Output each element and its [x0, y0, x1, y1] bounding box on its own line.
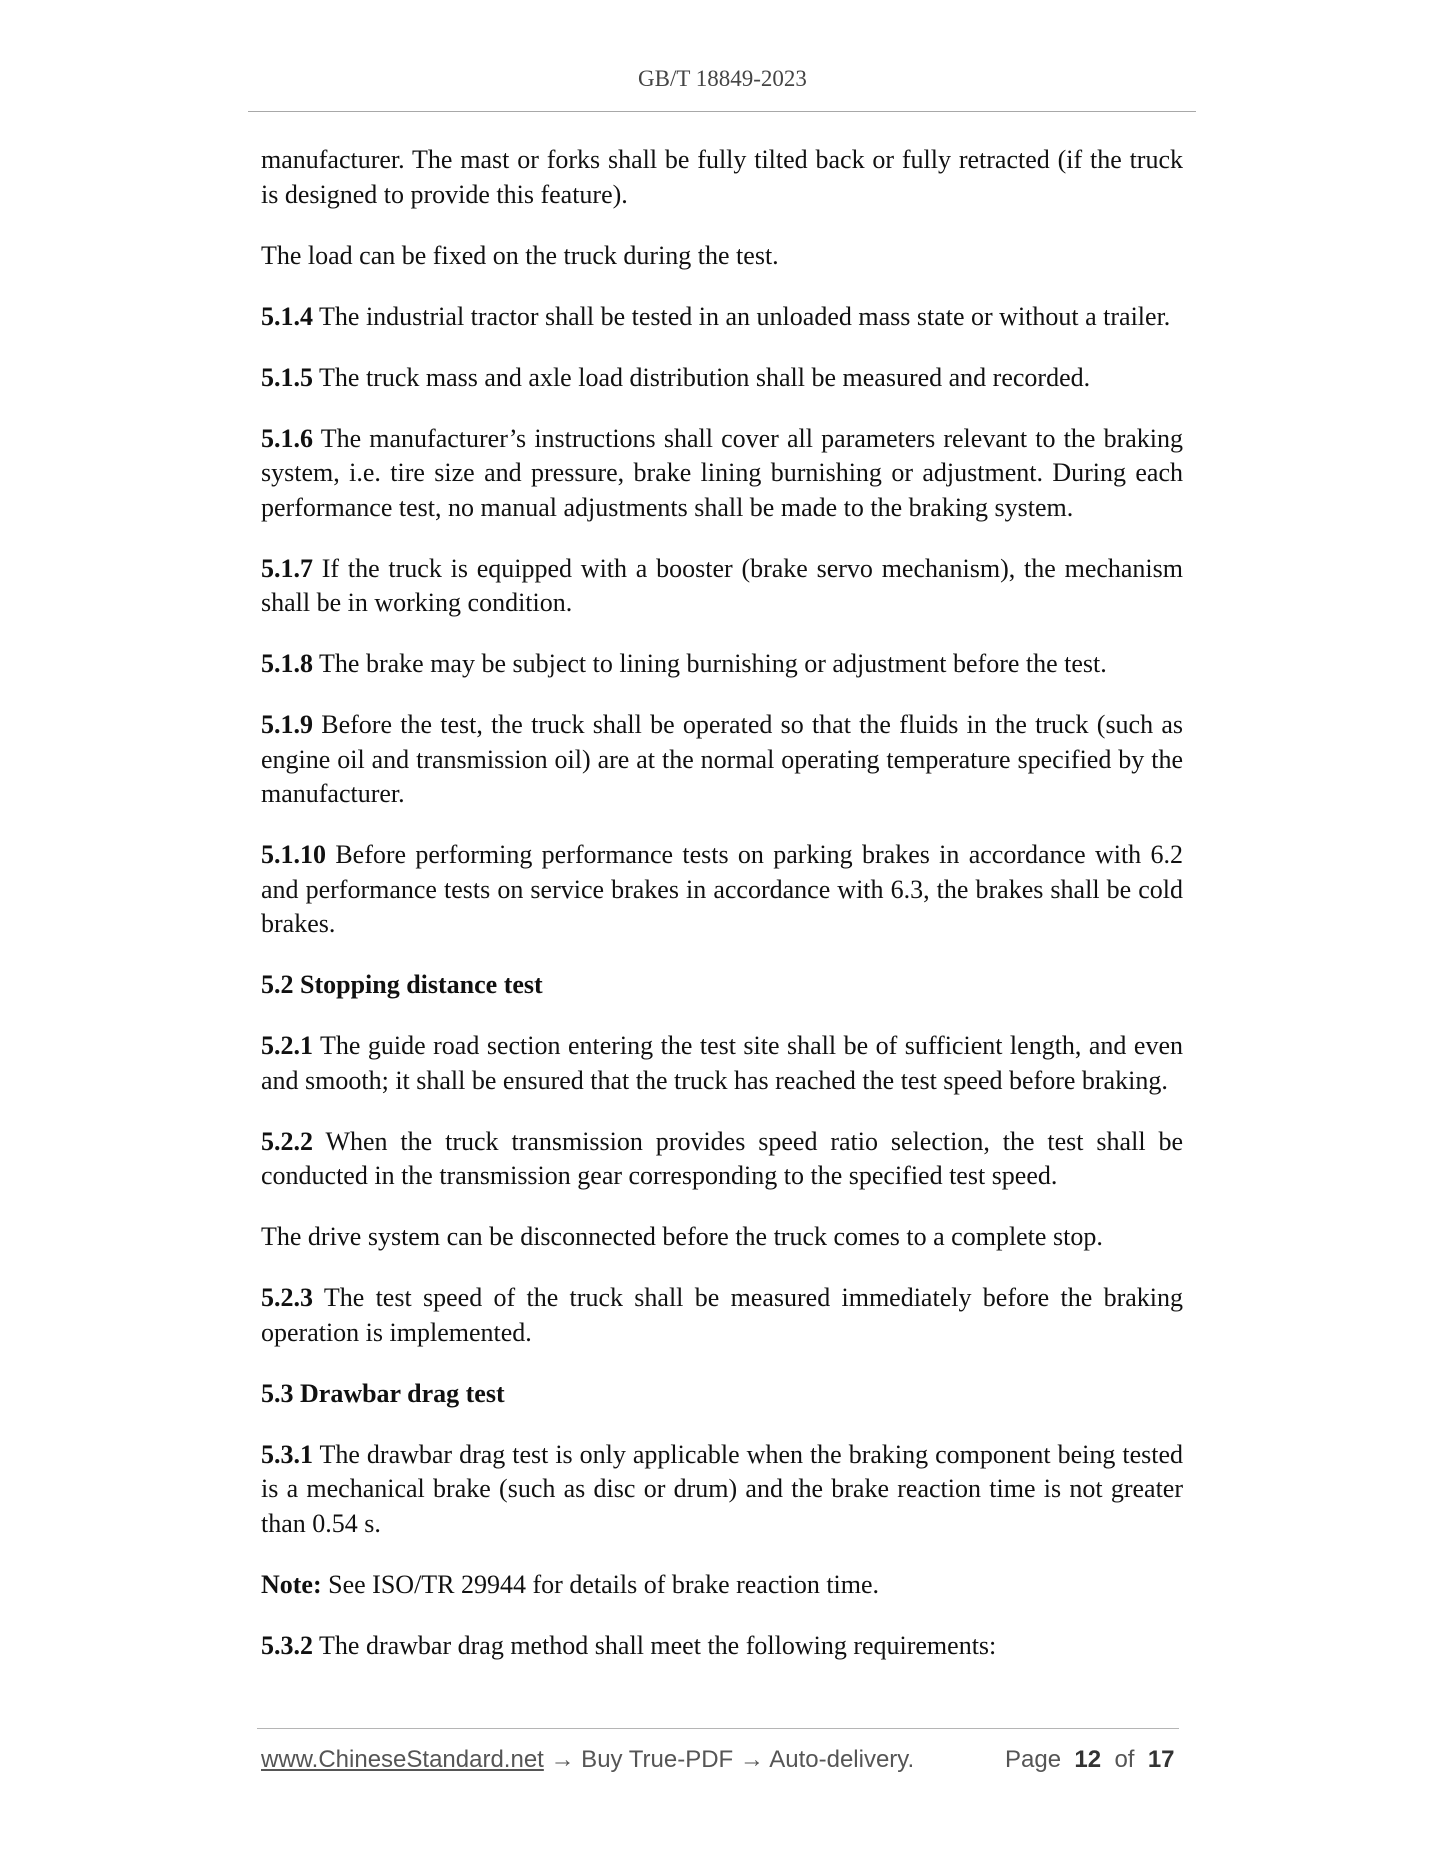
- clause-number: 5.2.3: [261, 1283, 313, 1312]
- paragraph: The drive system can be disconnected before the truck comes to a complete stop.: [261, 1222, 1103, 1251]
- clause-number: 5.1.4: [261, 301, 313, 331]
- website-link[interactable]: www.ChineseStandard.net: [261, 1746, 544, 1773]
- clause-number: 5.3.2: [261, 1630, 313, 1660]
- paragraph: The load can be fixed on the truck during the test.: [261, 240, 779, 270]
- clause-5-1-8: 5.1.8 The brake may be subject to lining burnishing or adjustment before the test.: [261, 649, 1107, 678]
- clause-5-1-9: 5.1.9 Before the test, the truck shall be operated so that the fluids in the truck (such as engine oil and transmission oil) are at the normal operating temperature specified by the manufacturer.: [261, 710, 1183, 808]
- document-body: [261, 143, 1183, 1690]
- page-number: Page 12 of 17: [1005, 1746, 1175, 1773]
- clause-5-2-3: 5.2.3 The test speed of the truck shall be measured immediately before the braking operation is implemented.: [261, 1283, 1183, 1347]
- clause-5-2-1: 5.2.1 The guide road section entering the test site shall be of sufficient length, and even and smooth; it shall be ensured that the truck has reached the test speed before braking.: [261, 1031, 1183, 1095]
- clause-number: 5.1.7: [261, 553, 313, 583]
- clause-5-3-2: 5.3.2 The drawbar drag method shall meet the following requirements:: [261, 1630, 997, 1660]
- clause-5-1-10: 5.1.10 Before performing performance tests on parking brakes in accordance with 6.2 and performance tests on service brakes in accordance with 6.3, the brakes shall be cold brakes.: [261, 840, 1183, 938]
- clause-5-2-2: 5.2.2 When the truck transmission provides speed ratio selection, the test shall be conducted in the transmission gear corresponding to the specified test speed.: [261, 1126, 1183, 1190]
- clause-5-1-6: 5.1.6 The manufacturer’s instructions shall cover all parameters relevant to the braking system, i.e. tire size and pressure, brake lining burnishing or adjustment. During each performance test, no manual adjustments shall be made to the braking system.: [261, 423, 1183, 522]
- note-label: Note:: [261, 1569, 322, 1599]
- paragraph: manufacturer. The mast or forks shall be fully tilted back or fully retracted (if the truck is designed to provide this feature).: [261, 145, 1183, 209]
- clause-5-3-1: 5.3.1 The drawbar drag test is only applicable when the braking component being tested is a mechanical brake (such as disc or drum) and the brake reaction time is not greater than 0.54 s.: [261, 1439, 1183, 1538]
- section-heading-5-3: 5.3 Drawbar drag test: [261, 1378, 505, 1408]
- promo-text: → Buy True-PDF → Auto-delivery.: [543, 1746, 915, 1773]
- clause-number: 5.1.6: [261, 423, 313, 453]
- page-footer: [261, 1746, 1183, 1780]
- clause-number: 5.2.2: [261, 1126, 313, 1156]
- footer-divider: [257, 1728, 1179, 1729]
- clause-number: 5.1.5: [261, 362, 313, 392]
- clause-5-1-4: 5.1.4 The industrial tractor shall be tested in an unloaded mass state or without a trailer.: [261, 301, 1171, 331]
- document-header-title: GB/T 18849-2023: [638, 66, 807, 91]
- note: Note: See ISO/TR 29944 for details of brake reaction time.: [261, 1569, 880, 1599]
- header-divider: [248, 111, 1196, 112]
- clause-number: 5.2.1: [261, 1031, 313, 1060]
- clause-number: 5.3.1: [261, 1439, 313, 1469]
- clause-number: 5.1.8: [261, 649, 313, 678]
- clause-number: 5.1.10: [261, 840, 326, 869]
- clause-5-1-5: 5.1.5 The truck mass and axle load distribution shall be measured and recorded.: [261, 362, 1091, 392]
- clause-5-1-7: 5.1.7 If the truck is equipped with a booster (brake servo mechanism), the mechanism shall be in working condition.: [261, 553, 1183, 617]
- section-heading-5-2: 5.2 Stopping distance test: [261, 970, 543, 999]
- clause-number: 5.1.9: [261, 710, 313, 739]
- footer-promo: [261, 1746, 914, 1774]
